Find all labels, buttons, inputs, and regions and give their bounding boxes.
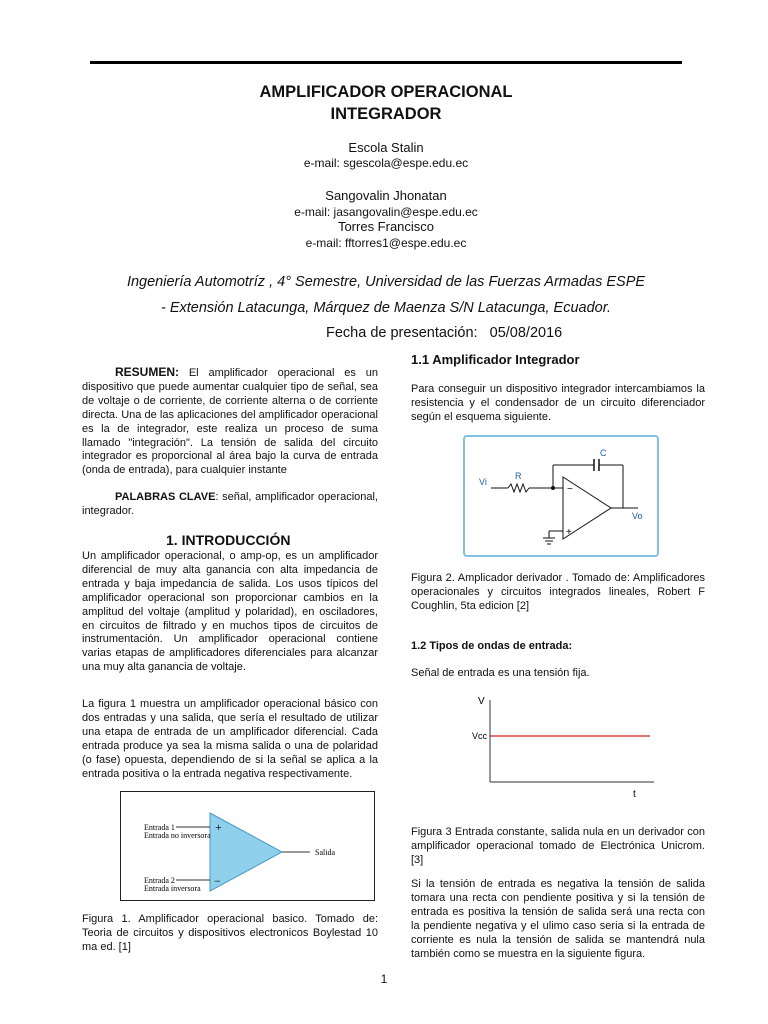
- keywords: [82, 491, 378, 519]
- figure1-in2-sub: Entrada inversora: [144, 884, 201, 893]
- figure2-r-label: R: [515, 471, 522, 481]
- top-rule: [90, 61, 682, 64]
- figure1-in1-sub: Entrada no inversora: [144, 831, 211, 840]
- author-email-1: e-mail: sgescola@espe.edu.ec: [303, 156, 469, 170]
- keywords-label: PALABRAS CLAVE: [115, 491, 216, 503]
- abstract-label: RESUMEN:: [115, 365, 180, 379]
- figure1-in2-label: Entrada 2: [144, 876, 175, 885]
- figure2-vo-label: Vo: [632, 511, 643, 521]
- author-email-2: e-mail: jasangovalin@espe.edu.ec: [294, 205, 478, 219]
- right-paragraph-2: Señal de entrada es una tensión fija.: [411, 667, 590, 679]
- author-email-3: e-mail: fftorres1@espe.edu.ec: [305, 236, 467, 250]
- page-number: 1: [380, 972, 388, 986]
- figure1-caption: Figura 1. Amplificador operacional basico. Tomado de: Teoria de circuitos y dispositivos electronicos Boylestad 10 ma ed. [1]: [82, 913, 378, 953]
- intro-paragraph-1: Un amplificador operacional, o amp-op, es un amplificador diferencial de muy alta ganancia con alta impedancia de entrada y baja impedancia de salida. Los usos típicos del amplificador operacional son proporcionar cambios en la amplitud del voltaje (amplitud y polaridad), en osciladores, en circuitos de filtrado y en muchos tipos de circuitos de instrumentación. Un amplificador operacional contiene varias etapas de amplificadores diferenciales para alcanzar una muy alta ganancia de voltaje.: [82, 550, 378, 674]
- affiliation-line2: - Extensión Latacunga, Márquez de Maenza S/N Latacunga, Ecuador.: [160, 300, 612, 316]
- right-paragraph-3: Si la tensión de entrada es negativa la tensión de salida tomara una recta con pendiente positiva y si la tensión de entrada es positiva la tensión de salida será una recta con la pendiente negativa y el ulimo caso seria si la entrada de corriente es nula la tensión de salida se mantendrá nula también como se muestra en la siguiente figura.: [411, 878, 705, 960]
- paper-title-line2: INTEGRADOR: [330, 105, 442, 123]
- figure3-constant-input-plot: [460, 690, 660, 802]
- section-heading-tipos-ondas: 1.2 Tipos de ondas de entrada:: [411, 640, 573, 652]
- section-heading-introduccion: 1. INTRODUCCIÓN: [166, 532, 291, 548]
- figure1-plus-sign: +: [215, 820, 222, 834]
- keywords-text: : señal, amplificador operacional, integrador.: [82, 491, 378, 517]
- figure1-opamp-diagram: [120, 791, 375, 901]
- figure3-y-label: V: [478, 696, 485, 707]
- figure1-in1-label: Entrada 1: [144, 823, 175, 832]
- author-name-3: Torres Francisco: [337, 219, 435, 234]
- figure2-c-label: C: [600, 448, 607, 458]
- figure1-minus-sign: −: [214, 874, 221, 888]
- author-name-1: Escola Stalin: [348, 140, 424, 155]
- abstract: [82, 366, 378, 478]
- figure2-vi-label: Vi: [479, 477, 487, 487]
- figure2-minus-sign: −: [567, 484, 573, 495]
- figure3-level-label: Vcc: [472, 731, 488, 741]
- figure3-caption: Figura 3 Entrada constante, salida nula en un derivador con amplificador operacional tomado de Electrónica Unicrom. [3]: [411, 826, 705, 866]
- paper-title-line1: AMPLIFICADOR OPERACIONAL: [259, 83, 513, 101]
- figure2-caption: Figura 2. Amplicador derivador . Tomado de: Amplificadores operacionales y circuitos integrados lineales, Robert F Coughlin, 5ta edicion [2]: [411, 572, 705, 612]
- intro-paragraph-2: La figura 1 muestra un amplificador operacional básico con dos entradas y una salida, que sería el resultado de utilizar una etapa de entrada de un amplificador diferencial. Cada entrada produce ya sea la misma salida o una de polaridad (o fase) opuesta, dependiendo de si la señal se aplica a la entrada positiva o la entrada negativa respectivamente.: [82, 698, 378, 780]
- right-paragraph-1: Para conseguir un dispositivo integrador intercambiamos la resistencia y el condensador de un circuito diferenciador según el esquema siguiente.: [411, 383, 705, 423]
- figure2-plus-sign: +: [566, 527, 572, 538]
- figure1-out-label: Salida: [315, 848, 335, 857]
- section-heading-amplificador-integrador: 1.1 Amplificador Integrador: [411, 352, 580, 367]
- affiliation-line1: Ingeniería Automotríz , 4° Semestre, Universidad de las Fuerzas Armadas ESPE: [126, 274, 646, 290]
- figure2-integrator-circuit: [463, 435, 659, 557]
- author-name-2: Sangovalin Jhonatan: [325, 188, 447, 203]
- figure2-frame: [464, 436, 658, 556]
- figure3-x-label: t: [633, 789, 636, 800]
- abstract-text: El amplificador operacional es un dispositivo que puede aumentar cualquier tipo de señal, sea de voltaje o de corriente, de corriente alterna o de corriente directa. Una de las aplicaciones del amplificador operacional es la de integrador, este realiza un proceso de suma llamado "integración". La tensión de salida del circuito integrador es proporcional al área bajo la curva de entrada (onda de entrada), para cualquier instante: [82, 367, 378, 477]
- presentation-date: Fecha de presentación: 05/08/2016: [326, 325, 563, 341]
